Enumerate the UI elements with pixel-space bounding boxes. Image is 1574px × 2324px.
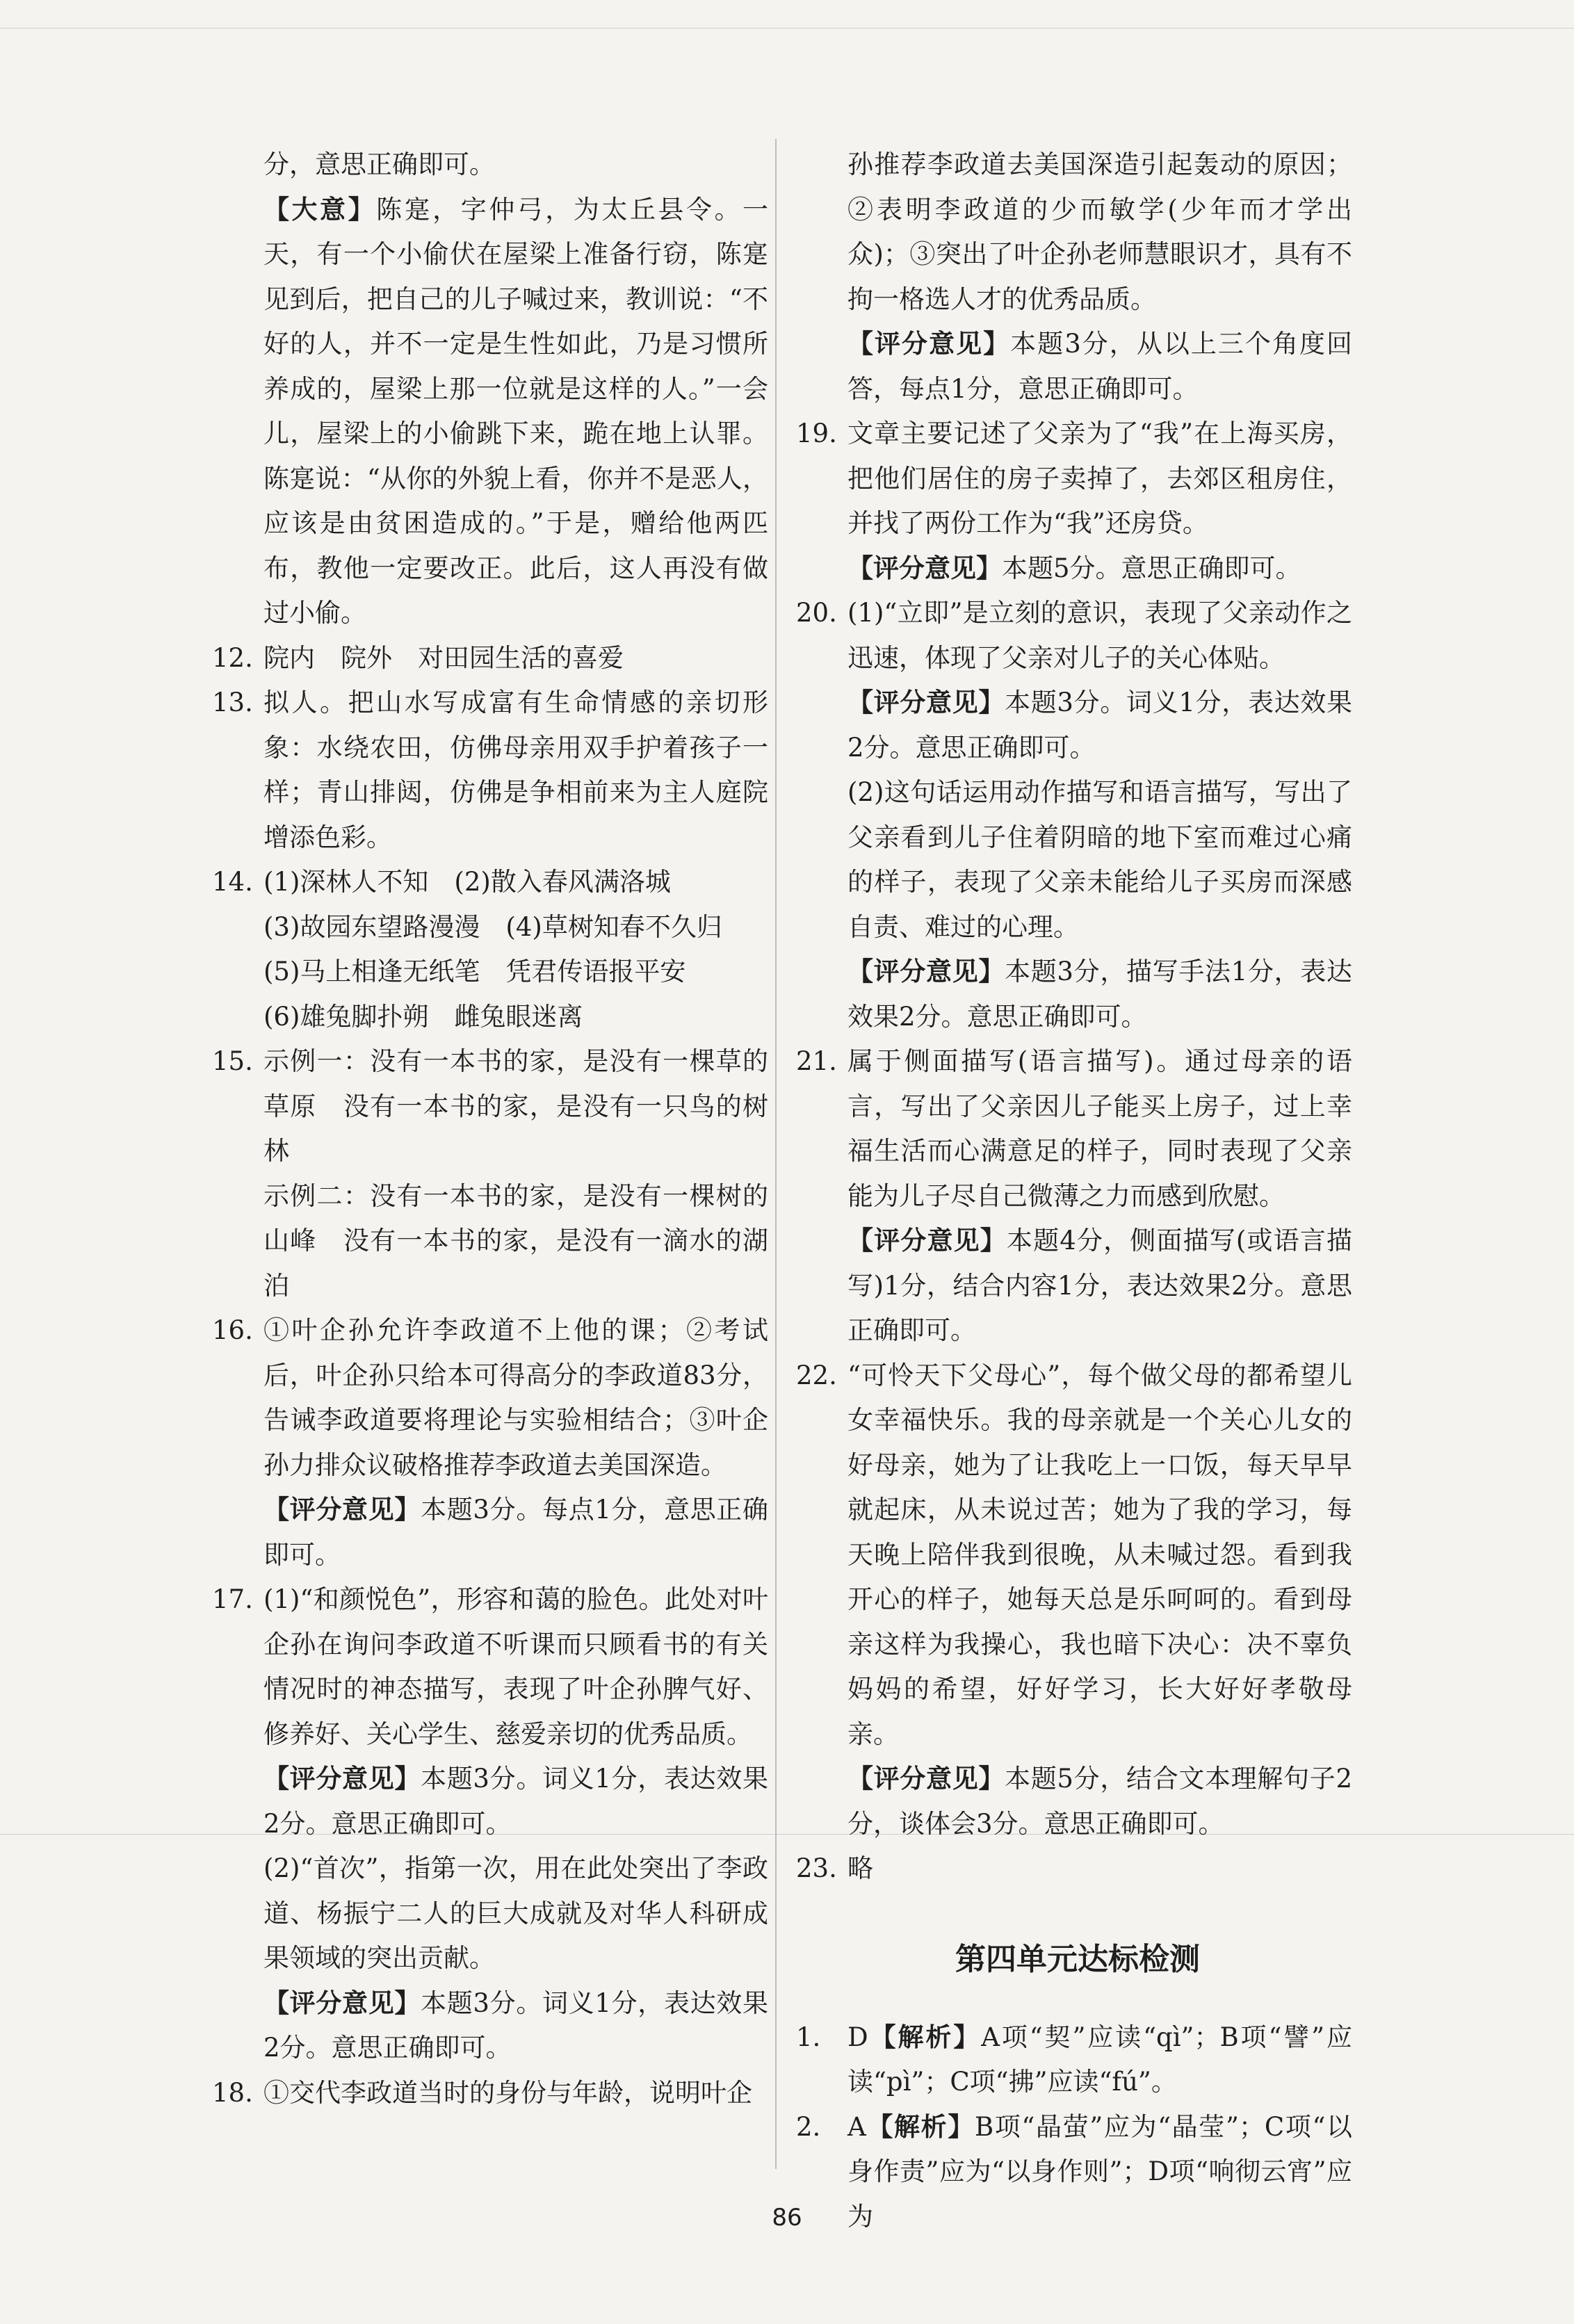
- question-21: [796, 1039, 1352, 1354]
- scoring-tag: 【评分意见】: [847, 1226, 1007, 1256]
- scoring-note: [847, 681, 1352, 770]
- scoring-text: 本题3分。词义1分，表达效果2分。意思正确即可。: [263, 1988, 768, 2063]
- scoring-tag: 【评分意见】: [263, 1495, 421, 1525]
- question-19: [796, 412, 1352, 591]
- scoring-note: [847, 950, 1352, 1039]
- scoring-note: [847, 546, 1352, 592]
- question-23: [796, 1846, 1352, 1892]
- scoring-tag: 【评分意见】: [847, 688, 1005, 717]
- answer-text: “可怜天下父母心”，每个做父母的都希望儿女幸福快乐。我的母亲就是一个关心儿女的好母亲，她为了让我吃上一口饭，每天早早就起床，从未说过苦；她为了我的学习，每天晚上陪伴我到很晚，从未喊过怨。看到我开心的样子，她每天总是乐呵呵的。看到母亲这样为我操心，我也暗下决心：决不辜负妈妈的希望，好好学习，长大好好孝敬母亲。: [847, 1360, 1352, 1749]
- dayi-text: 陈寔，字仲弓，为太丘县令。一天，有一个小偷伏在屋梁上准备行窃，陈寔见到后，把自己的儿子喊过来，教训说：“不好的人，并不一定是生性如此，乃是习惯所养成的，屋梁上那一位就是这样的人。”一会儿，屋梁上的小偷跳下来，跪在地上认罪。陈寔说：“从你的外貌上看，你并不是恶人，应该是由贫困造成的。”于是，赠给他两匹布，教他一定要改正。此后，这人再没有做过小偷。: [263, 194, 769, 628]
- scoring-tag: 【评分意见】: [847, 1764, 1005, 1794]
- analysis-text: A项“契”应读“qì”；B项“譬”应读“pì”；C项“拂”应读“fú”。: [847, 2022, 1352, 2097]
- answer-text: 略: [847, 1853, 873, 1883]
- analysis-tag: 【解析】: [868, 2022, 982, 2052]
- scoring-text: 本题3分。词义1分，表达效果2分。意思正确即可。: [263, 1764, 768, 1839]
- scoring-tag: 【评分意见】: [847, 553, 1002, 583]
- scoring-note: [847, 1219, 1352, 1354]
- intro-continuation: 分，意思正确即可。: [263, 149, 495, 179]
- section-title: 第四单元达标检测: [955, 1941, 1200, 1977]
- scoring-tag: 【评分意见】: [847, 329, 1011, 359]
- question-15: [212, 1039, 768, 1308]
- question-number: 22.: [796, 1360, 837, 1390]
- question-14: [212, 860, 768, 1039]
- question-17: [212, 1577, 768, 2071]
- right-column: [796, 143, 1353, 2239]
- question-13: [212, 681, 768, 860]
- question-20: [796, 591, 1352, 1039]
- question-number: 23.: [796, 1853, 837, 1883]
- answer-text: 孙推荐李政道去美国深造引起轰动的原因；②表明李政道的少而敏学(少年而才学出众)；③突出了叶企孙老师慧眼识才，具有不拘一格选人才的优秀品质。: [847, 149, 1352, 314]
- scoring-tag: 【评分意见】: [263, 1764, 421, 1794]
- answer-line: (3)故园东望路漫漫 (4)草树知春不久归: [263, 911, 722, 942]
- answer-line: (6)雄兔脚扑朔 雌兔眼迷离: [263, 1001, 583, 1032]
- scoring-note: [263, 1488, 768, 1577]
- answer-text: 拟人。把山水写成富有生命情感的亲切形象：水绕农田，仿佛母亲用双手护着孩子一样；青山排闼，仿佛是争相前来为主人庭院增添色彩。: [263, 688, 768, 852]
- analysis-text: B项“晶萤”应为“晶莹”；C项“以身作责”应为“以身作则”；D项“响彻云宵”应为: [847, 2111, 1353, 2232]
- question-16: [212, 1308, 768, 1577]
- scoring-tag: 【评分意见】: [847, 957, 1005, 986]
- analysis-tag: 【解析】: [866, 2111, 975, 2142]
- column-divider: [775, 139, 777, 2169]
- question-number: 12.: [212, 642, 253, 673]
- answer-part-1: (1)“和颜悦色”，形容和蔼的脸色。此处对叶企孙在询问李政道不听课而只顾看书的有关情况时的神态描写，表现了叶企孙脾气好、修养好、关心学生、慈爱亲切的优秀品质。: [263, 1584, 768, 1749]
- answer-text: 院内 院外 对田园生活的喜爱: [263, 642, 624, 673]
- question-number: 1.: [796, 2022, 821, 2052]
- scoring-text: 本题3分。每点1分，意思正确即可。: [263, 1495, 768, 1570]
- answer-part-2: (2)“首次”，指第一次，用在此处突出了李政道、杨振宁二人的巨大成就及对华人科研成果领域的突出贡献。: [263, 1853, 768, 1973]
- question-18: [212, 2071, 768, 2116]
- scoring-text: 本题5分，结合文本理解句子2分，谈体会3分。意思正确即可。: [847, 1764, 1352, 1839]
- question-number: 18.: [212, 2077, 253, 2108]
- dayi-tag: 【大意】: [263, 194, 377, 225]
- answer-line: (1)深林人不知 (2)散入春风满洛城: [263, 867, 671, 897]
- question-number: 15.: [212, 1046, 253, 1076]
- answer-letter: D: [847, 2022, 868, 2052]
- left-column: [212, 143, 769, 2115]
- section-question-1: [796, 2015, 1352, 2105]
- scoring-text: 本题3分，从以上三个角度回答，每点1分，意思正确即可。: [847, 329, 1352, 404]
- scoring-note: [263, 1981, 768, 2071]
- question-number: 13.: [212, 688, 253, 717]
- example-two: 示例二：没有一本书的家，是没有一棵树的山峰 没有一本书的家，是没有一滴水的湖泊: [263, 1180, 768, 1301]
- question-22: [796, 1354, 1352, 1847]
- question-number: 2.: [796, 2111, 821, 2142]
- question-number: 21.: [796, 1046, 837, 1076]
- question-number: 20.: [796, 598, 837, 628]
- scoring-text: 本题3分。词义1分，表达效果2分。意思正确即可。: [847, 688, 1352, 763]
- scan-artifact-line: [0, 28, 1574, 29]
- answer-line: (5)马上相逢无纸笔 凭君传语报平安: [263, 957, 686, 986]
- question-12: [212, 636, 768, 681]
- question-number: 14.: [212, 867, 253, 897]
- answer-text: 文章主要记述了父亲为了“我”在上海买房，把他们居住的房子卖掉了，去郊区租房住，并找了两份工作为“我”还房贷。: [847, 419, 1352, 538]
- answer-part-1: (1)“立即”是立刻的意识，表现了父亲动作之迅速，体现了父亲对儿子的关心体贴。: [847, 598, 1352, 673]
- scoring-text: 本题3分，描写手法1分，表达效果2分。意思正确即可。: [847, 957, 1352, 1032]
- answer-text: ①交代李政道当时的身份与年龄，说明叶企: [263, 2077, 752, 2108]
- question-18-continued: [803, 143, 1352, 412]
- question-number: 16.: [212, 1315, 253, 1345]
- example-one: 示例一：没有一本书的家，是没有一棵草的草原 没有一本书的家，是没有一只鸟的树林: [263, 1046, 768, 1166]
- scoring-text: 本题4分，侧面描写(或语言描写)1分，结合内容1分，表达效果2分。意思正确即可。: [847, 1226, 1352, 1345]
- answer-text: 属于侧面描写(语言描写)。通过母亲的语言，写出了父亲因儿子能买上房子，过上幸福生活而心满意足的样子，同时表现了父亲能为儿子尽自己微薄之力而感到欣慰。: [847, 1046, 1352, 1211]
- scoring-note: [847, 1757, 1352, 1846]
- scoring-tag: 【评分意见】: [263, 1988, 421, 2018]
- scoring-text: 本题5分。意思正确即可。: [1002, 553, 1301, 583]
- answer-part-2: (2)这句话运用动作描写和语言描写，写出了父亲看到儿子住着阴暗的地下室而难过心痛的样子，表现了父亲未能给儿子买房而深感自责、难过的心理。: [847, 777, 1352, 942]
- answer-text: ①叶企孙允许李政道不上他的课；②考试后，叶企孙只给本可得高分的李政道83分，告诫李政道要将理论与实验相结合；③叶企孙力排众议破格推荐李政道去美国深造。: [263, 1315, 768, 1480]
- question-number: 17.: [212, 1584, 253, 1614]
- answer-letter: A: [847, 2111, 866, 2142]
- question-number: 19.: [796, 419, 837, 448]
- dayi-paragraph: [219, 188, 768, 636]
- scoring-note: [263, 1757, 768, 1846]
- page-number: 86: [772, 2204, 802, 2232]
- scoring-note: [847, 322, 1352, 412]
